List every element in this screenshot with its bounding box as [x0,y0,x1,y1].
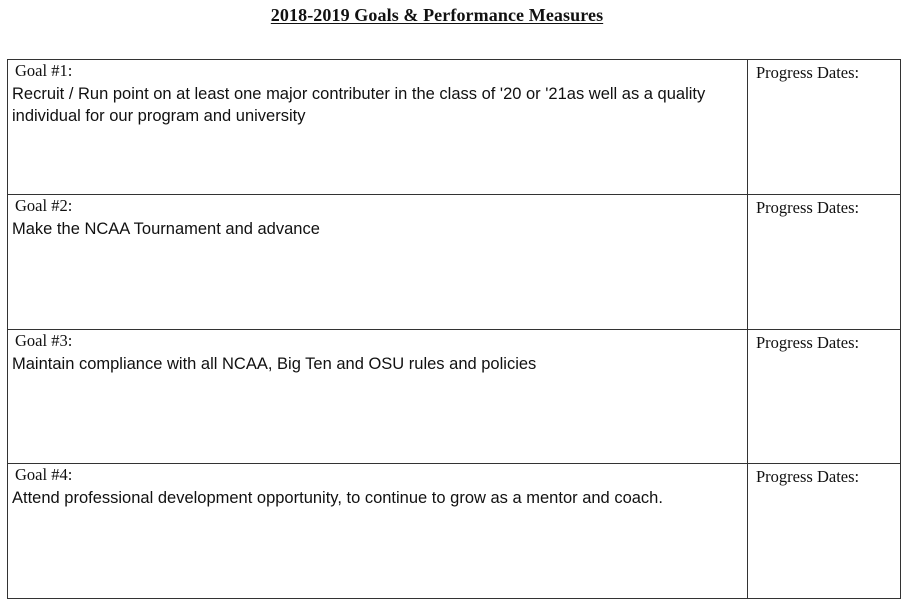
goal-text-2: Make the NCAA Tournament and advance [12,219,320,238]
goal-row-4 [8,464,901,599]
progress-cell-1 [748,60,901,195]
progress-label-3: Progress Dates: [756,332,860,352]
goal-label-3: Goal #3: [15,330,73,350]
page-title: 2018-2019 Goals & Performance Measures [270,5,604,25]
progress-label-2: Progress Dates: [756,197,860,217]
progress-label-1: Progress Dates: [756,63,860,82]
goal-cell-1 [8,60,748,195]
goal-cell-2 [8,194,748,329]
progress-cell-3 [748,329,901,464]
goal-label-1: Goal #1: [15,61,73,80]
progress-cell-2 [748,194,901,329]
goal-row-2 [8,194,901,329]
goal-row-3 [8,329,901,464]
goal-text-1: Recruit / Run point on at least one major contributer in the class of '20 or '21as well as a quality individual for our program and university [12,85,706,125]
progress-label-4: Progress Dates: [756,467,860,487]
progress-cell-4 [748,464,901,599]
goal-cell-3 [8,329,748,464]
goal-text-4: Attend professional development opportunity, to continue to grow as a mentor and coach. [12,489,663,508]
goals-table [7,59,901,599]
goal-cell-4 [8,464,748,599]
goal-text-3: Maintain compliance with all NCAA, Big Ten and OSU rules and policies [12,354,537,373]
goal-row-1 [8,60,901,195]
goal-label-2: Goal #2: [15,195,73,215]
goal-label-4: Goal #4: [15,465,73,485]
